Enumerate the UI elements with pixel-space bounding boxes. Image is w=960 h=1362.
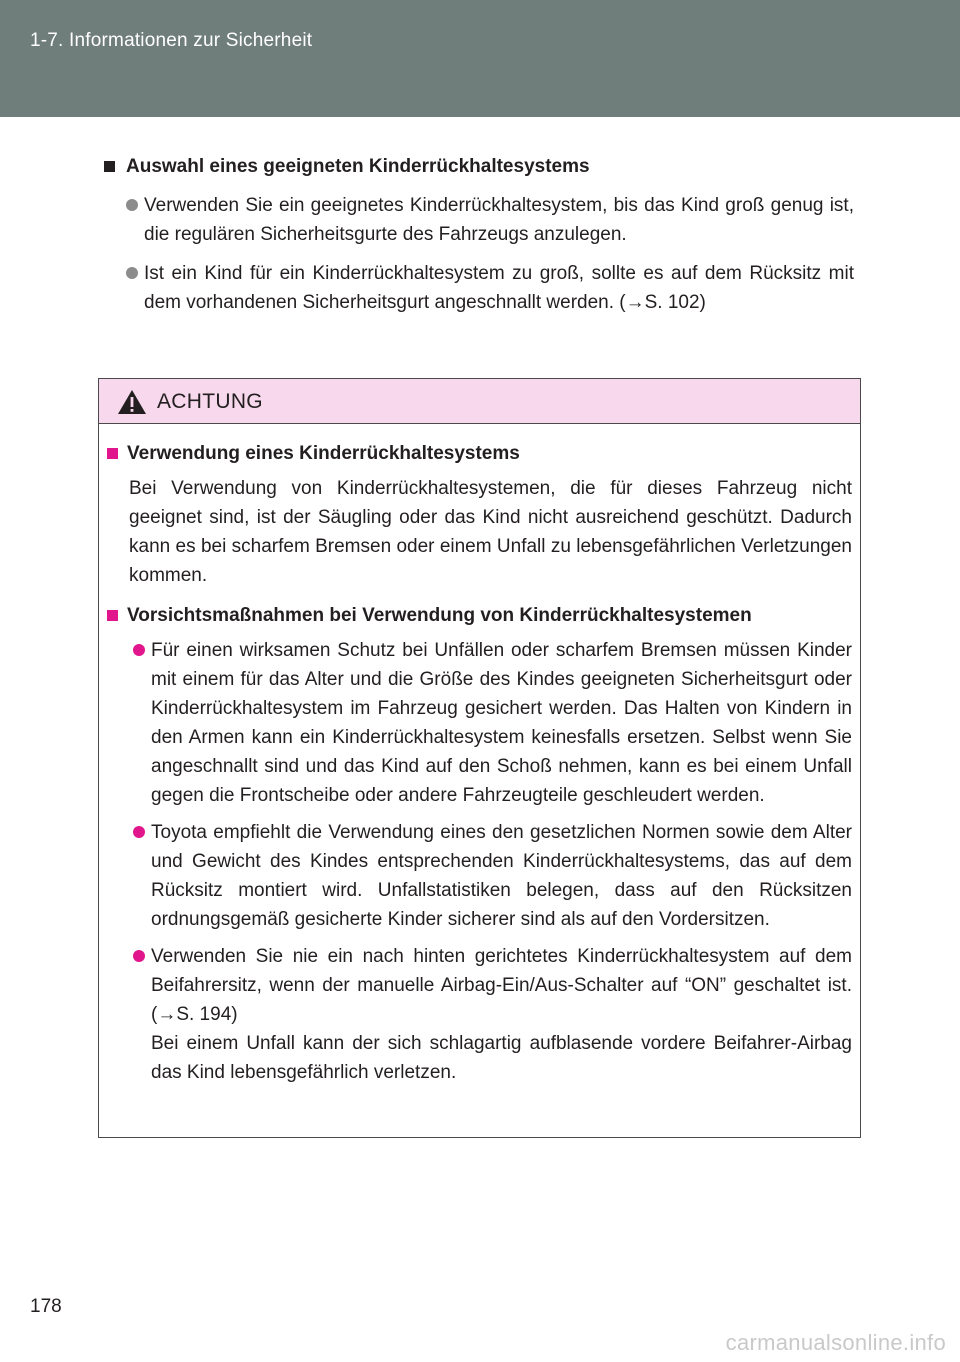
watermark: carmanualsonline.info bbox=[725, 1330, 946, 1355]
warning-heading-1: Verwendung eines Kinderrückhaltesystems bbox=[107, 440, 852, 468]
warning-bullet-2: Toyota empfiehlt die Verwendung eines den gesetzlichen Normen sowie dem Alter und Gewicht des Kindes entsprechenden Kinderrückhaltesystems, das auf dem Rücksitz montiert wird. Unfallstatistiken belegen, dass auf den Rücksitzen ordnungsgemäß gesicherte Kinder sicherer sind als auf den Vordersitzen. bbox=[107, 818, 852, 934]
intro-section bbox=[104, 153, 854, 327]
warning-box bbox=[98, 378, 861, 1138]
warning-heading-2: Vorsichtsmaßnahmen bei Verwendung von Kinderrückhaltesystemen bbox=[107, 602, 852, 630]
page-number: 178 bbox=[30, 1296, 62, 1317]
warning-paragraph-1: Bei Verwendung von Kinderrückhaltesystemen, die für dieses Fahrzeug nicht geeignet sind, ist der Säugling oder das Kind nicht ausreichend geschützt. Dadurch kann es bei scharfem Bremsen oder einem Unfall zu lebensgefährlichen Verletzungen kommen. bbox=[129, 478, 852, 586]
warning-bullet-3-text: Verwenden Sie nie ein nach hinten gerichtetes Kinderrückhaltesystem auf dem Beifahrersitz, wenn der manuelle Airbag-Ein/Aus-Schalter auf “ON” geschaltet ist. (→S. 194) bbox=[151, 946, 852, 1025]
warning-bullet-3-subtext: Bei einem Unfall kann der sich schlagartig aufblasende vordere Beifahrer-Airbag das Kind lebensgefährlich verletzen. bbox=[151, 1033, 852, 1083]
intro-bullet-2: Ist ein Kind für ein Kinderrückhaltesystem zu groß, sollte es auf dem Rücksitz mit dem vorhandenen Sicherheitsgurt angeschnallt werden. (→S. 102) bbox=[104, 259, 854, 317]
warning-label: ACHTUNG bbox=[157, 390, 263, 413]
warning-bullet-3 bbox=[107, 942, 852, 1087]
warning-body bbox=[99, 424, 860, 1087]
warning-header bbox=[99, 379, 860, 424]
header-band bbox=[0, 0, 960, 117]
intro-bullet-1: Verwenden Sie ein geeignetes Kinderrückhaltesystem, bis das Kind groß genug ist, die regulären Sicherheitsgurte des Fahrzeugs anzulegen. bbox=[104, 191, 854, 249]
warning-bullet-1: Für einen wirksamen Schutz bei Unfällen oder scharfem Bremsen müssen Kinder mit einem für das Alter und die Größe des Kindes geeigneten Sicherheitsgurt oder Kinderrückhaltesystem im Fahrzeug gesichert werden. Das Halten von Kindern in den Armen kann ein Kinderrückhaltesystem keinesfalls ersetzen. Selbst wenn Sie angeschnallt sind und das Kind auf den Schoß nehmen, kann es bei einem Unfall gegen die Frontscheibe oder andere Fahrzeugteile geschleudert werden. bbox=[107, 636, 852, 810]
warning-triangle-icon bbox=[117, 389, 147, 415]
intro-heading: Auswahl eines geeigneten Kinderrückhaltesystems bbox=[104, 153, 854, 181]
section-title: 1-7. Informationen zur Sicherheit bbox=[30, 30, 313, 51]
